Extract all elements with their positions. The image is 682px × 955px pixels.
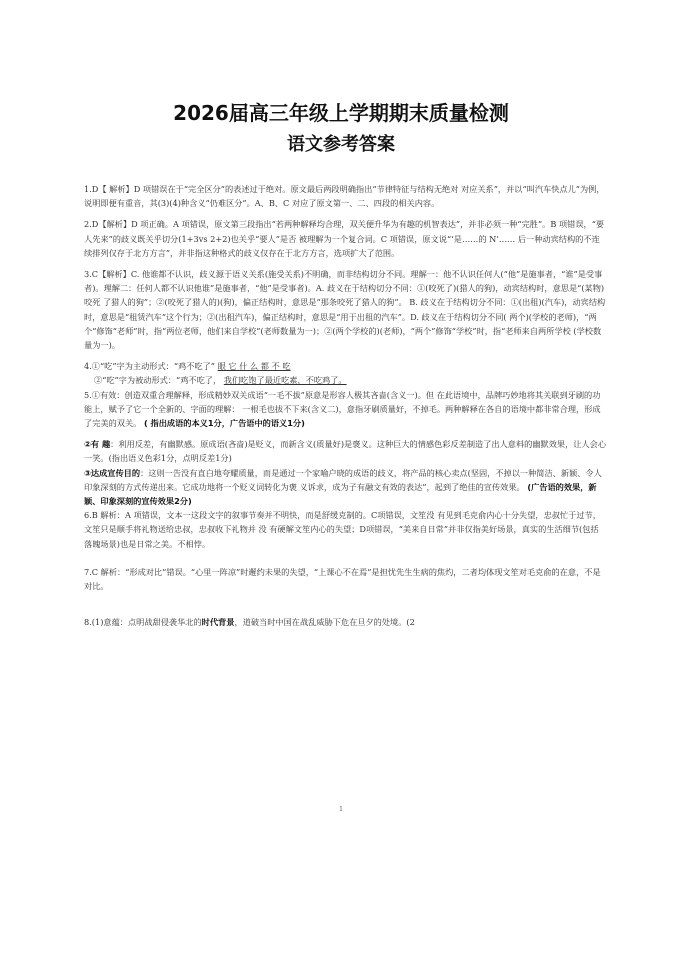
answer-1: 1.D【 解析】D 项错误在于“完全区分”的表述过于绝对。原文最后两段明确指出“节律特征与结构无绝对 对应关系”，并以“叫汽车快点儿”为例，说明即便有重音，其(3)(4)种含义“仍难区分”。A、B、C 对应了原文第一、二、四段的相关内容。 bbox=[84, 184, 605, 209]
answer-4-line-2-underlined: 我们吃饱了最近吃素，不吃鸡了。 bbox=[223, 375, 347, 386]
answer-8-text-tail: ，道破当时中国在战乱威胁下危在旦夕的处境。(2 bbox=[234, 617, 415, 628]
page-number: 1 bbox=[339, 806, 343, 813]
answer-5-part-1 bbox=[84, 388, 606, 431]
document-title: 2026届高三年级上学期期末质量检测 bbox=[173, 101, 509, 125]
answer-5-part-2 bbox=[84, 437, 606, 465]
answer-3: 3.C【解析】C. 他谁都不认识，歧义源于语义关系(施受关系)不明确，而非结构切分不同。理解一：他不认识任何人(“他”是施事者，“谁”是受事者)。理解二：任何人都不认识他谁”是施事者，“他”是受事者)。A. 歧义在于结构切分不同：①(咬死了)(猎人的狗)，动宾结构时，意思是“(某物)咬死 了猎人的狗”；②(咬死了猎人的)(狗)，偏正结构时，意思是“那条咬死了猎人的狗”。 B. 歧义在于结构切分不同：①(出租)(汽车)，动宾结构时，意思是“租赁汽车”这个行为；②(出租汽车)，偏正结构时，意思是“用于出租的汽车”。D. 歧义在于结构切分不同( 两个)(学校的老师)，“两个”修饰“老师”时，指“两位老师，他们来自学校”(老师数量为一)；②(两个学校的)(老师)，“两个”修饰“学校”时，指“老师来自两所学校 (学校数量为一)。 bbox=[84, 269, 606, 351]
answer-6: 6.B 解析：A 项错误，文本一这段文字的叙事节奏并不明快，而是舒缓克制的。C项错误，文笙没 有见到毛克俞内心十分失望，忠叔忙于过节，文笙只是顺手将礼物送给忠叔，忠叔收下礼物并 没 有硬解文笙内心的失望；D项错误，“美来自日常”并非仅指美好场景，真实的生活细节(包括落魄场景)也是日常之美。不相悖。 bbox=[84, 510, 601, 549]
answer-4-line-2 bbox=[84, 373, 606, 387]
answer-5-part-2-text: ：利用反差，有幽默感。原成语(吝啬)是贬义，而新含义(质量好)是褒义。这种巨大的情感色彩反差制造了出人意料的幽默效果，让人会心一笑。(指出语义色彩1分，点明反差1分) bbox=[84, 439, 607, 464]
answer-4-line-2-text: ②“吃”字为被动形式：“鸡不吃了， bbox=[94, 375, 222, 386]
answer-5-part-2-heading: ②有 趣 bbox=[84, 439, 111, 450]
answer-4-line-1-underlined: 眼 它 什 么 都 不 吃 bbox=[217, 361, 291, 372]
answer-5-part-3-text: ：这则一告没有直白地夸耀质量，而是通过一个家喻户晓的成语的歧义，将产品的核心卖点(坚固，不掉以一种简洁、新颖、令人印象深刻的方式传递出来。它成功地将一个贬义词转化为褒 义诉求，成为子有融文有效的表达”，起到了绝佳的宣传效果。 bbox=[84, 467, 602, 492]
answer-5-part-3-heading: ③达成宣传目的 bbox=[84, 467, 141, 478]
answer-content bbox=[84, 182, 606, 629]
document-subtitle: 语文参考答案 bbox=[287, 134, 395, 155]
answer-8 bbox=[84, 615, 606, 629]
answer-5-part-1-scoring: ( 指出成语的本义1分，广告语中的语义1分) bbox=[143, 418, 305, 429]
answer-4-line-1 bbox=[84, 359, 606, 373]
answer-5-part-3-scoring: (广告语的效果，新颖、印象深刻的宣传效果2分) bbox=[84, 481, 597, 507]
answer-5-part-3 bbox=[84, 466, 606, 509]
answer-2: 2.D【解析】D 项正确。A 项错误，原文第三段指出“若两种解释均合理，双关便升华为有趣的机智表达”，并非必须一种“完胜”。B 项错误，“要人先来”的歧义既关乎切分(1+3vs 2+2)也关乎“要人”是否 被理解为一个复合词。C 项错误，原文说“‘是……的 N’…… 后一种动宾结构的不连续排列仅存于北方方言”，并非指这种格式的歧义仅存在于北方方言，选项扩大了范围。 bbox=[84, 219, 605, 258]
answer-8-emphasis: 时代背景 bbox=[201, 617, 235, 628]
answer-7: 7.C 解析：“形成对比”错误。“心里一阵凉”时邂约未果的失望，“上课心不在焉”是担忧先生生病的焦灼，二者均体现文笙对毛克俞的在意，不是对比。 bbox=[84, 566, 601, 592]
answer-5-part-1-text: 5.①有效：创造双重合理解释，形成精妙双关成语“一毛不拔”原意是形容人极其吝啬(含义一)。但 在此语境中，品牌巧妙地将其关联到牙刷的功能上，赋予了它一个全新的、字面的理解： 一根毛也拔不下来(含义二)，意指牙刷质量好，不掉毛。两种解释在各自的语境中都非常合理，形成了完美的双关。 bbox=[84, 389, 601, 429]
answer-8-text: 8.(1)意蕴：点明战甜侵袭华北的 bbox=[84, 617, 202, 628]
answer-4-line-1-text: 4.①“吃”字为主动形式：“鸡不吃了” bbox=[84, 361, 215, 372]
